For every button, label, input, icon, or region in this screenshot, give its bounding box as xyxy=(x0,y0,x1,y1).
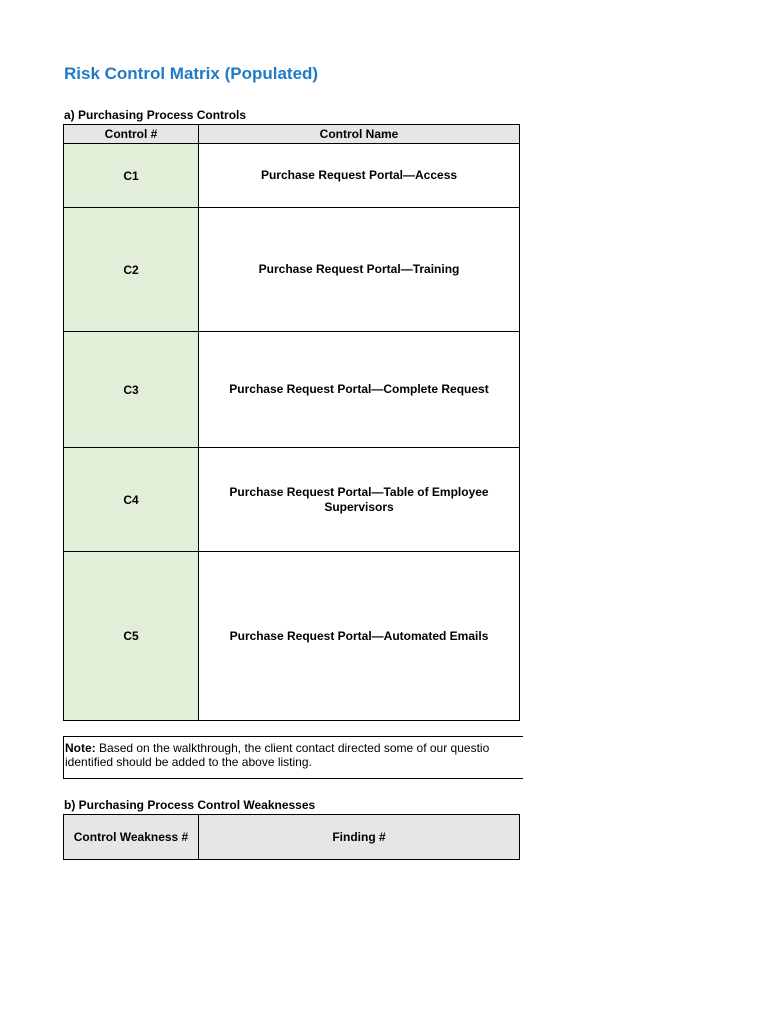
control-id-cell: C4 xyxy=(64,448,199,551)
table-row xyxy=(64,144,520,208)
controls-table xyxy=(63,124,520,721)
control-id-cell: C2 xyxy=(64,208,199,331)
table-row xyxy=(64,448,520,552)
control-name-cell: Purchase Request Portal—Access xyxy=(199,144,520,207)
header-control-number: Control # xyxy=(64,125,199,143)
header-control-name: Control Name xyxy=(199,125,520,143)
note-line-1 xyxy=(65,741,523,755)
control-name-cell: Purchase Request Portal—Complete Request xyxy=(199,332,520,447)
note-box xyxy=(63,736,523,779)
weaknesses-table xyxy=(63,814,520,860)
table-row xyxy=(64,332,520,448)
control-name-cell: Purchase Request Portal—Training xyxy=(199,208,520,331)
section-a-label: a) Purchasing Process Controls xyxy=(64,108,247,122)
table-header-row xyxy=(64,125,520,144)
control-id-cell: C3 xyxy=(64,332,199,447)
table-header-row xyxy=(64,815,520,859)
table-row xyxy=(64,552,520,720)
control-name-cell: Purchase Request Portal—Table of Employee Supervisors xyxy=(199,448,520,551)
header-control-weakness-number: Control Weakness # xyxy=(64,815,199,859)
page-title: Risk Control Matrix (Populated) xyxy=(64,64,319,83)
control-name-cell: Purchase Request Portal—Automated Emails xyxy=(199,552,520,720)
header-finding-number: Finding # xyxy=(199,815,520,859)
control-id-cell: C1 xyxy=(64,144,199,207)
note-text-line-1: Based on the walkthrough, the client contact directed some of our questio xyxy=(99,741,490,755)
table-row xyxy=(64,208,520,332)
note-label: Note: xyxy=(65,741,96,755)
section-b-label: b) Purchasing Process Control Weaknesses xyxy=(64,798,316,812)
note-text-line-2: identified should be added to the above listing. xyxy=(65,755,312,769)
control-id-cell: C5 xyxy=(64,552,199,720)
